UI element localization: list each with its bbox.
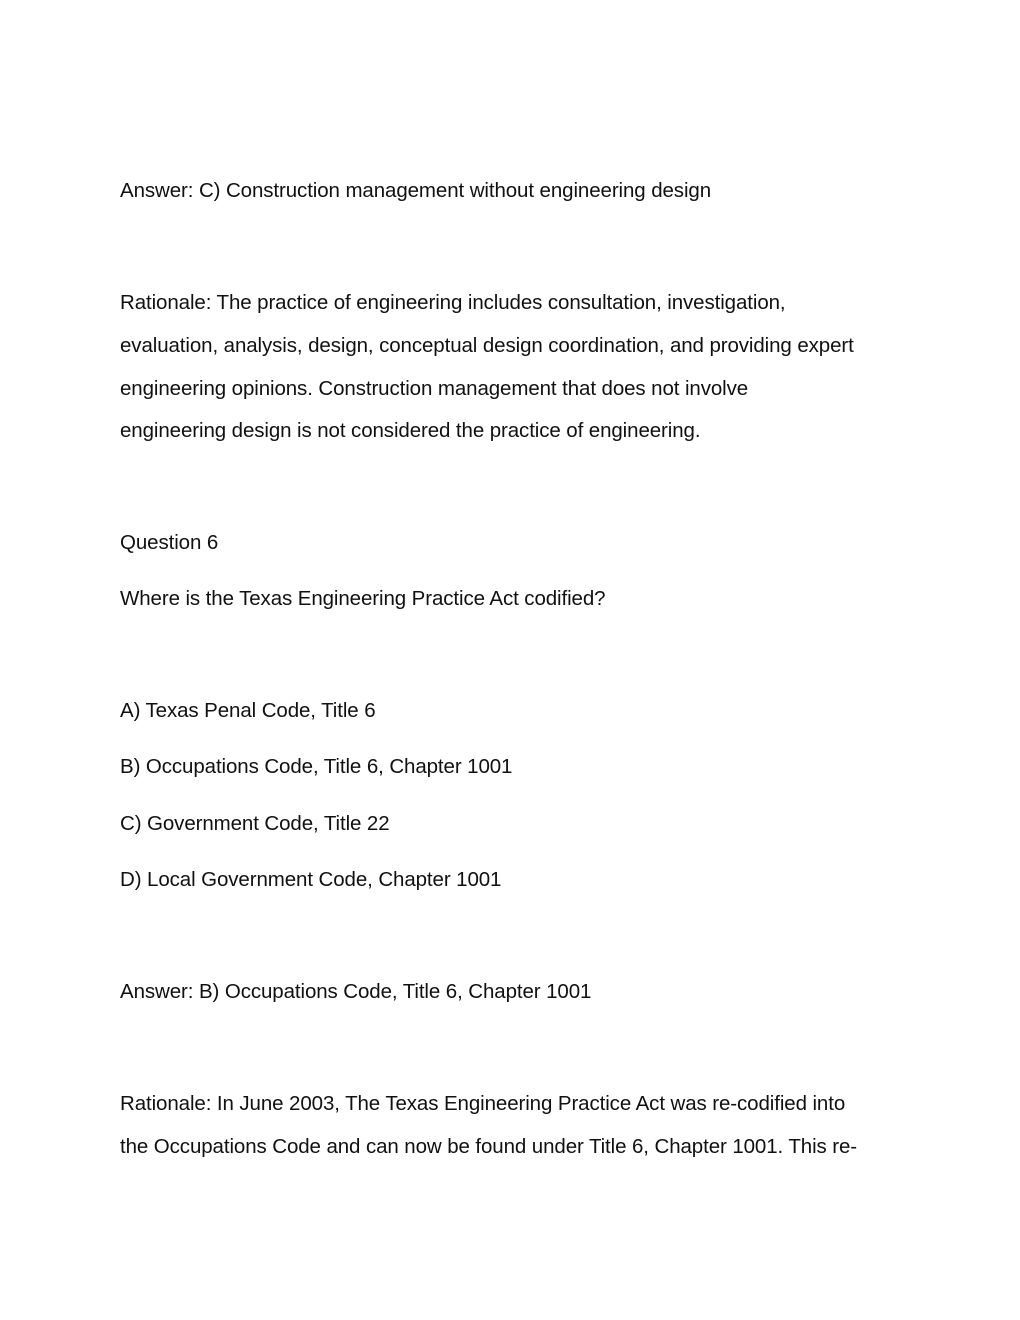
previous-answer: Answer: C) Construction management without engineering design [120,179,712,202]
option-d: D) Local Government Code, Chapter 1001 [120,868,502,891]
option-c: C) Government Code, Title 22 [120,812,390,835]
option-b: B) Occupations Code, Title 6, Chapter 1001 [120,755,513,778]
previous-rationale-line-1: Rationale: The practice of engineering includes consultation, investigation, [120,291,786,314]
question-answer: Answer: B) Occupations Code, Title 6, Chapter 1001 [120,980,592,1003]
previous-rationale-line-4: engineering design is not considered the practice of engineering. [120,419,701,442]
previous-rationale-line-3: engineering opinions. Construction management that does not involve [120,377,749,400]
question-prompt: Where is the Texas Engineering Practice Act codified? [120,587,606,610]
question-rationale-line-1: Rationale: In June 2003, The Texas Engineering Practice Act was re-codified into [120,1092,846,1115]
option-a: A) Texas Penal Code, Title 6 [120,699,376,722]
previous-rationale-line-2: evaluation, analysis, design, conceptual design coordination, and providing expert [120,334,854,357]
question-heading: Question 6 [120,531,219,554]
question-rationale-line-2: the Occupations Code and can now be found under Title 6, Chapter 1001. This re- [120,1135,858,1158]
